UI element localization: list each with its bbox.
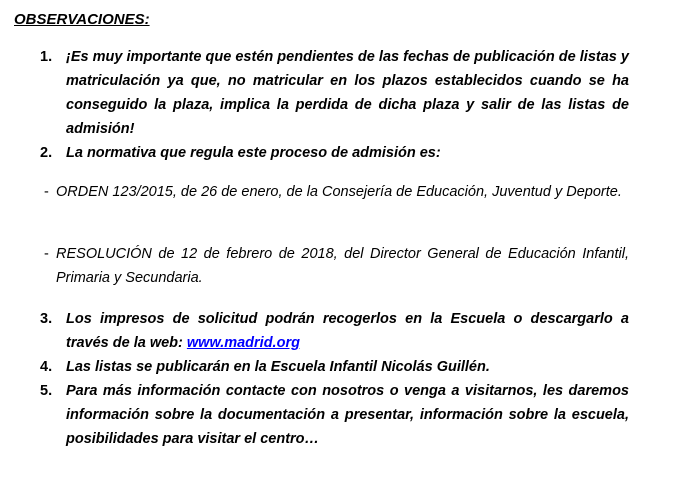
dash-marker: - bbox=[44, 184, 49, 200]
regulation-item bbox=[0, 180, 673, 204]
observations-list-part-2 bbox=[0, 307, 673, 451]
regulation-item bbox=[0, 242, 673, 290]
list-item-text: Para más información contacte con nosotros o venga a visitarnos, les daremos información sobre la documentación a presentar, información sobre la escuela, posibilidades para visitar el centro… bbox=[66, 383, 629, 447]
madrid-org-link[interactable]: www.madrid.org bbox=[186, 335, 300, 351]
list-item bbox=[0, 141, 673, 165]
list-number: 2. bbox=[40, 145, 53, 161]
regulation-text: RESOLUCIÓN de 12 de febrero de 2018, del Director General de Educación Infantil, Primaria y Secundaria. bbox=[56, 246, 629, 286]
list-number: 1. bbox=[40, 49, 53, 65]
observations-list-part-1 bbox=[0, 45, 673, 165]
list-item-text: Los impresos de solicitud podrán recogerlos en la Escuela o descargarlo a través de la web: bbox=[66, 311, 629, 351]
list-item bbox=[0, 379, 673, 451]
list-item bbox=[0, 355, 673, 379]
observations-heading: OBSERVACIONES: bbox=[14, 11, 150, 28]
list-number: 3. bbox=[40, 311, 53, 327]
list-number: 4. bbox=[40, 359, 53, 375]
list-item-text: La normativa que regula este proceso de admisión es: bbox=[66, 145, 441, 161]
list-item-text: Las listas se publicarán en la Escuela Infantil Nicolás Guillén. bbox=[66, 359, 490, 375]
list-item bbox=[0, 307, 673, 355]
dash-marker: - bbox=[44, 246, 49, 262]
list-number: 5. bbox=[40, 383, 53, 399]
list-item-text: ¡Es muy importante que estén pendientes de las fechas de publicación de listas y matriculación ya que, no matricular en los plazos establecidos cuando se ha conseguido la plaza, implica la perdida de dicha plaza y salir de las listas de admisión! bbox=[66, 49, 629, 137]
regulation-text: ORDEN 123/2015, de 26 de enero, de la Consejería de Educación, Juventud y Deporte. bbox=[56, 184, 622, 200]
list-item bbox=[0, 45, 673, 141]
